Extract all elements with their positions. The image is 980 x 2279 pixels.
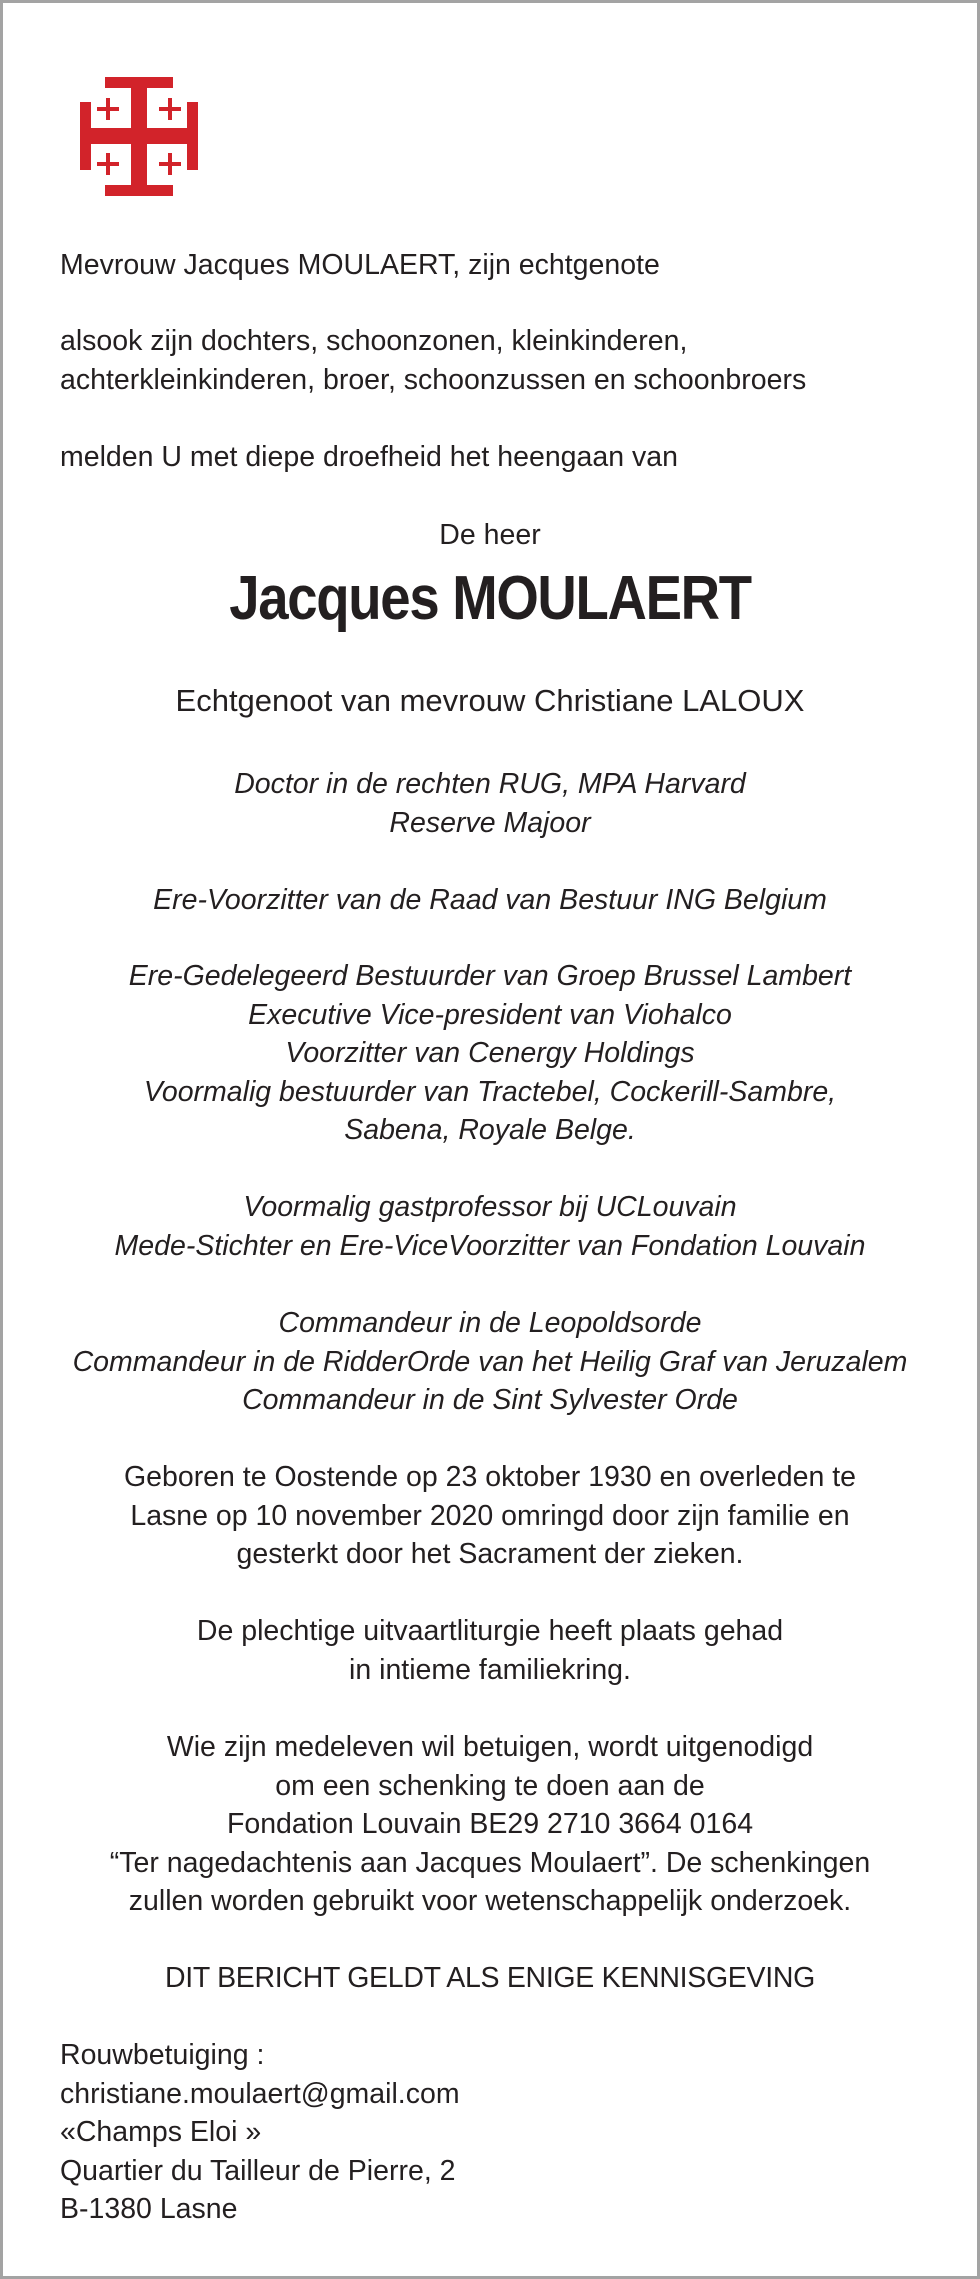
family-lines	[60, 322, 920, 399]
title-line: Voormalig bestuurder van Tractebel, Cockerill-Sambre,	[143, 1075, 837, 1108]
donation-line: zullen worden gebruikt voor wetenschappelijk onderzoek.	[128, 1885, 852, 1917]
ing-title	[60, 881, 920, 920]
title-line: Doctor in de rechten RUG, MPA Harvard	[234, 768, 746, 800]
title-line: Mede-Stichter en Ere-ViceVoorzitter van Fondation Louvain	[114, 1229, 866, 1262]
title-line: Sabena, Royale Belge.	[344, 1114, 636, 1146]
donation-line: om een schenking te doen aan de	[275, 1769, 705, 1802]
donation-info	[60, 1728, 920, 1921]
title-line: Executive Vice-president van Viohalco	[248, 998, 732, 1031]
title-line: Commandeur in de Leopoldsorde	[278, 1307, 702, 1339]
title-line: Voorzitter van Cenergy Holdings	[285, 1037, 695, 1069]
wife-text: Mevrouw Jacques MOULAERT, zijn echtgenote	[60, 249, 660, 281]
family-line: achterkleinkinderen, broer, schoonzussen en schoonbroers	[60, 363, 807, 396]
announcement-text: melden U met diepe droefheid het heengaan van	[60, 441, 678, 473]
notice	[60, 1959, 920, 1998]
education-titles	[60, 765, 920, 842]
condolences-city: B-1380 Lasne	[60, 2193, 238, 2225]
donation-line: Wie zijn medeleven wil betuigen, wordt uitgenodigd	[166, 1731, 814, 1763]
title-line: Ere-Voorzitter van de Raad van Bestuur ING Belgium	[153, 884, 827, 916]
jerusalem-cross-icon	[80, 77, 198, 196]
condolences	[60, 2036, 920, 2229]
life-line: Geboren te Oostende op 23 oktober 1930 en overleden te	[123, 1461, 857, 1493]
notice-text: DIT BERICHT GELDT ALS ENIGE KENNISGEVING	[164, 1962, 815, 1994]
life-line: gesterkt door het Sacrament der zieken.	[236, 1538, 744, 1570]
title-line: Ere-Gedelegeerd Bestuurder van Groep Brussel Lambert	[128, 960, 852, 992]
salutation-text: De heer	[439, 519, 541, 551]
spouse-line: Echtgenoot van mevrouw Christiane LALOUX	[175, 683, 805, 718]
title-line: Voormalig gastprofessor bij UCLouvain	[243, 1191, 737, 1223]
title-line: Reserve Majoor	[389, 806, 591, 839]
academic-titles	[60, 1188, 920, 1265]
title-line: Commandeur in de Sint Sylvester Orde	[242, 1384, 738, 1416]
family-line: alsook zijn dochters, schoonzonen, kleinkinderen,	[60, 325, 688, 357]
funeral-line: De plechtige uitvaartliturgie heeft plaats gehad	[196, 1615, 784, 1647]
life-line: Lasne op 10 november 2020 omringd door zijn familie en	[130, 1499, 850, 1532]
donation-line: “Ter nagedachtenis aan Jacques Moulaert”. De schenkingen	[109, 1846, 871, 1879]
condolences-street: Quartier du Tailleur de Pierre, 2	[60, 2154, 456, 2187]
deceased-name: Jacques MOULAERT	[229, 564, 751, 633]
title-line: Commandeur in de RidderOrde van het Heilig Graf van Jeruzalem	[72, 1345, 908, 1378]
honor-titles	[60, 1304, 920, 1420]
condolences-label: Rouwbetuiging :	[60, 2039, 265, 2071]
career-titles	[60, 957, 920, 1150]
funeral-info	[60, 1612, 920, 1689]
condolences-email[interactable]: christiane.moulaert@gmail.com	[60, 2077, 460, 2110]
salutation	[60, 516, 920, 555]
wife-line	[60, 246, 920, 285]
birth-death	[60, 1458, 920, 1574]
announcement	[60, 438, 920, 477]
donation-line: Fondation Louvain BE29 2710 3664 0164	[226, 1808, 754, 1840]
condolences-place: «Champs Eloi »	[60, 2116, 262, 2148]
funeral-line: in intieme familiekring.	[349, 1653, 631, 1686]
